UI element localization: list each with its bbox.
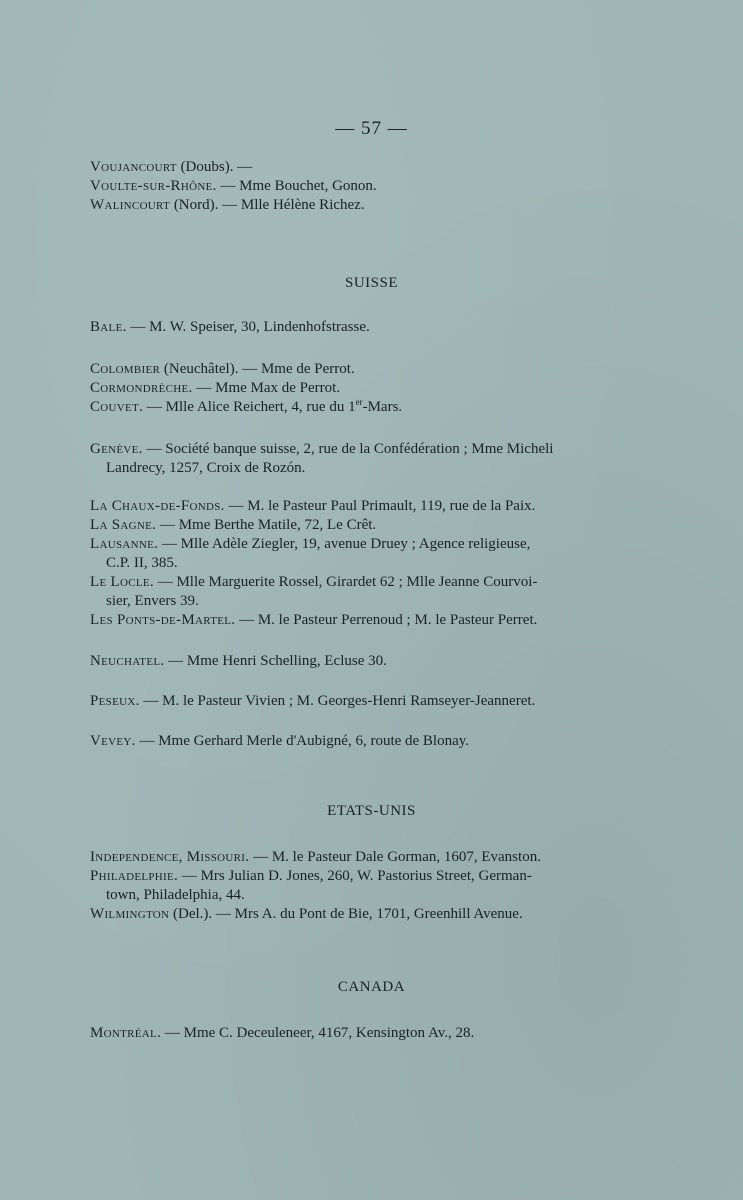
list-item: [90, 573, 622, 592]
place-name: Couvet.: [90, 399, 144, 415]
entry-detail: — Mme Max de Perrot.: [192, 380, 341, 396]
entry-continuation: sier, Envers 39.: [106, 593, 199, 609]
place-name: Voulte-sur-Rhône.: [90, 178, 217, 194]
list-item: [90, 611, 622, 630]
entry-detail: — Mlle Marguerite Rossel, Girardet 62 ; Mlle Jeanne Courvoi-: [153, 574, 538, 590]
place-name: Le Locle.: [90, 574, 154, 590]
list-item: [90, 360, 622, 379]
list-item: [90, 535, 622, 554]
section-heading-suisse: SUISSE: [344, 275, 399, 291]
list-item: [90, 848, 622, 867]
page-number: — 57 —: [335, 118, 408, 139]
list-item: [90, 867, 622, 886]
list-item: [90, 379, 622, 398]
section-heading-canada: CANADA: [337, 979, 406, 995]
place-name: Genève.: [90, 441, 143, 457]
entry-detail: — M. le Pasteur Paul Primault, 119, rue de la Paix.: [224, 498, 536, 514]
place-name: Wilmington: [90, 906, 170, 922]
entry-detail: — Mme Henri Schelling, Ecluse 30.: [164, 653, 387, 669]
place-name: Les Ponts-de-Martel.: [90, 612, 236, 628]
place-name: La Chaux-de-Fonds.: [90, 498, 225, 514]
place-name: Lausanne.: [90, 536, 159, 552]
section-heading-etats-unis: ETATS-UNIS: [327, 803, 416, 819]
list-item: [90, 1024, 622, 1043]
entry-detail: -Mars.: [362, 399, 403, 415]
place-name: Montréal.: [90, 1025, 162, 1041]
entry-detail: — Société banque suisse, 2, rue de la Confédération ; Mme Micheli: [142, 441, 554, 457]
list-item: [90, 905, 622, 924]
place-name: Bale.: [90, 319, 127, 335]
place-name: Neuchatel.: [90, 653, 165, 669]
place-name: Peseux.: [90, 693, 140, 709]
entry-detail: (Doubs). —: [176, 159, 253, 175]
list-item: [90, 196, 622, 215]
entry-continuation: C.P. II, 385.: [106, 555, 178, 571]
vaud-neuchatel-list: [90, 497, 622, 630]
list-item: [90, 732, 622, 751]
entry-detail: — Mme Berthe Matile, 72, Le Crêt.: [156, 517, 377, 533]
france-list: [90, 158, 622, 215]
place-name: Colombier: [90, 361, 161, 377]
list-item: [90, 158, 622, 177]
place-name: Voujancourt: [90, 159, 177, 175]
neuchatel-region-list: [90, 360, 622, 417]
entry-detail: — M. W. Speiser, 30, Lindenhofstrasse.: [126, 319, 370, 335]
entry-detail: — Mlle Adèle Ziegler, 19, avenue Druey ; Agence religieuse,: [158, 536, 531, 552]
place-name: La Sagne.: [90, 517, 157, 533]
entry-detail: — Mrs Julian D. Jones, 260, W. Pastorius Street, German-: [178, 868, 532, 884]
place-name: Independence, Missouri.: [90, 849, 250, 865]
etats-unis-list: [90, 848, 622, 924]
entry-detail: — M. le Pasteur Perrenoud ; M. le Pasteur Perret.: [235, 612, 538, 628]
list-item: [90, 497, 622, 516]
place-name: Cormondrèche.: [90, 380, 193, 396]
entry-detail: — Mme Gerhard Merle d'Aubigné, 6, route de Blonay.: [135, 733, 470, 749]
entry-detail: — Mlle Alice Reichert, 4, rue du 1: [143, 399, 356, 415]
list-item: [90, 177, 622, 196]
list-item: [90, 398, 622, 417]
entry-continuation: Landrecy, 1257, Croix de Rozón.: [106, 460, 306, 476]
place-name: Vevey.: [90, 733, 136, 749]
entry-detail: (Nord). — Mlle Hélène Richez.: [170, 197, 365, 213]
entry-detail: — M. le Pasteur Dale Gorman, 1607, Evanston.: [249, 849, 541, 865]
entry-detail: (Neuchâtel). — Mme de Perrot.: [160, 361, 355, 377]
superscript: er: [355, 397, 363, 407]
entry-continuation: town, Philadelphia, 44.: [106, 887, 245, 903]
list-item: [90, 318, 622, 337]
list-item: [90, 440, 622, 478]
entry-detail: — Mme C. Deceuleneer, 4167, Kensington Av., 28.: [161, 1025, 475, 1041]
entry-detail: — M. le Pasteur Vivien ; M. Georges-Henri Ramseyer-Jeanneret.: [139, 693, 536, 709]
entry-detail: (Del.). — Mrs A. du Pont de Bie, 1701, Greenhill Avenue.: [169, 906, 523, 922]
list-item: [90, 516, 622, 535]
list-item: [90, 652, 622, 671]
place-name: Walincourt: [90, 197, 171, 213]
place-name: Philadelphie.: [90, 868, 179, 884]
list-item: [90, 692, 622, 711]
entry-detail: — Mme Bouchet, Gonon.: [216, 178, 377, 194]
